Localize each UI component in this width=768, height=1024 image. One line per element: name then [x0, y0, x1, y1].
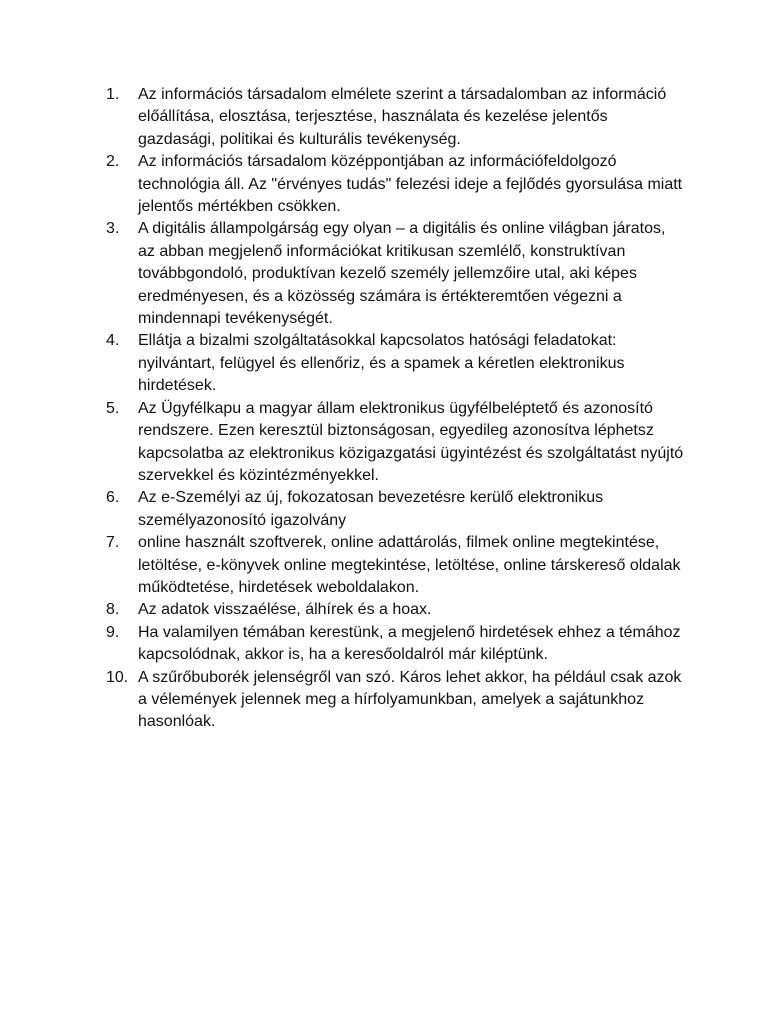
item-number: 7.	[106, 534, 120, 552]
list-item	[106, 622, 686, 667]
list-item	[106, 487, 686, 532]
item-text: Az Ügyfélkapu a magyar állam elektronikus ügyfélbeléptető és azonosító rendszere. Ezen keresztül biztonságosan, egyedileg azonosítva léphetsz kapcsolatba az elektronikus közigazgatási ügyintézést és szolgáltatást nyújtó szervekkel és közintézményekkel.	[138, 399, 684, 484]
item-text: A szűrőbuborék jelenségről van szó. Káros lehet akkor, ha például csak azok a vélemények jelennek meg a hírfolyamunkban, amelyek a sajátunkhoz hasonlóak.	[138, 668, 682, 731]
list-item	[106, 532, 686, 599]
item-text: Az információs társadalom elmélete szerint a társadalomban az információ előállítása, elosztása, terjesztése, használata és kezelése jelentős gazdasági, politikai és kulturális tevékenység.	[138, 86, 667, 148]
list-item	[106, 218, 686, 330]
item-number: 8.	[106, 601, 120, 619]
list-item	[106, 151, 686, 218]
item-text: Ellátja a bizalmi szolgáltatásokkal kapcsolatos hatósági feladatokat: nyilvántart, felügyel és ellenőriz, és a spamek a kéretlen elektronikus hirdetések.	[138, 332, 625, 395]
item-text: Az információs társadalom középpontjában az információfeldolgozó technológia áll. Az "érvényes tudás" felezési ideje a fejlődés gyorsulása miatt jelentős mértékben csökken.	[138, 153, 683, 216]
list-item	[106, 599, 686, 621]
item-text: Ha valamilyen témában kerestünk, a megjelenő hirdetések ehhez a témához kapcsolódnak, akkor is, ha a keresőoldalról már kiléptünk.	[138, 623, 681, 664]
list-item	[106, 667, 686, 734]
item-number: 1.	[106, 86, 120, 103]
item-number: 10.	[106, 668, 129, 686]
item-number: 5.	[106, 399, 120, 417]
numbered-list	[106, 84, 686, 734]
list-item	[106, 84, 686, 151]
item-text: online használt szoftverek, online adattárolás, filmek online megtekintése, letöltése, e-könyvek online megtekintése, letöltése, online társkereső oldalak működtetése, hirdetések weboldalakon.	[138, 534, 681, 596]
item-number: 4.	[106, 332, 120, 350]
item-text: A digitális állampolgárság egy olyan – a digitális és online világban járatos, az abban megjelenő információkat kritikusan szemlélő, konstruktívan továbbgondoló, produktívan kezelő személy jellemzőire utal, aki képes eredményesen, és a közösség számára is értékteremtően végezni a mindennapi tevékenységét.	[138, 220, 666, 328]
item-number: 9.	[106, 623, 120, 641]
item-text: Az adatok visszaélése, álhírek és a hoax.	[138, 601, 432, 619]
item-number: 3.	[106, 220, 120, 238]
list-item	[106, 330, 686, 397]
item-number: 2.	[106, 153, 120, 171]
item-text: Az e-Személyi az új, fokozatosan bevezetésre kerülő elektronikus személyazonosító igazolvány	[138, 489, 604, 529]
list-item	[106, 398, 686, 488]
item-number: 6.	[106, 489, 120, 507]
